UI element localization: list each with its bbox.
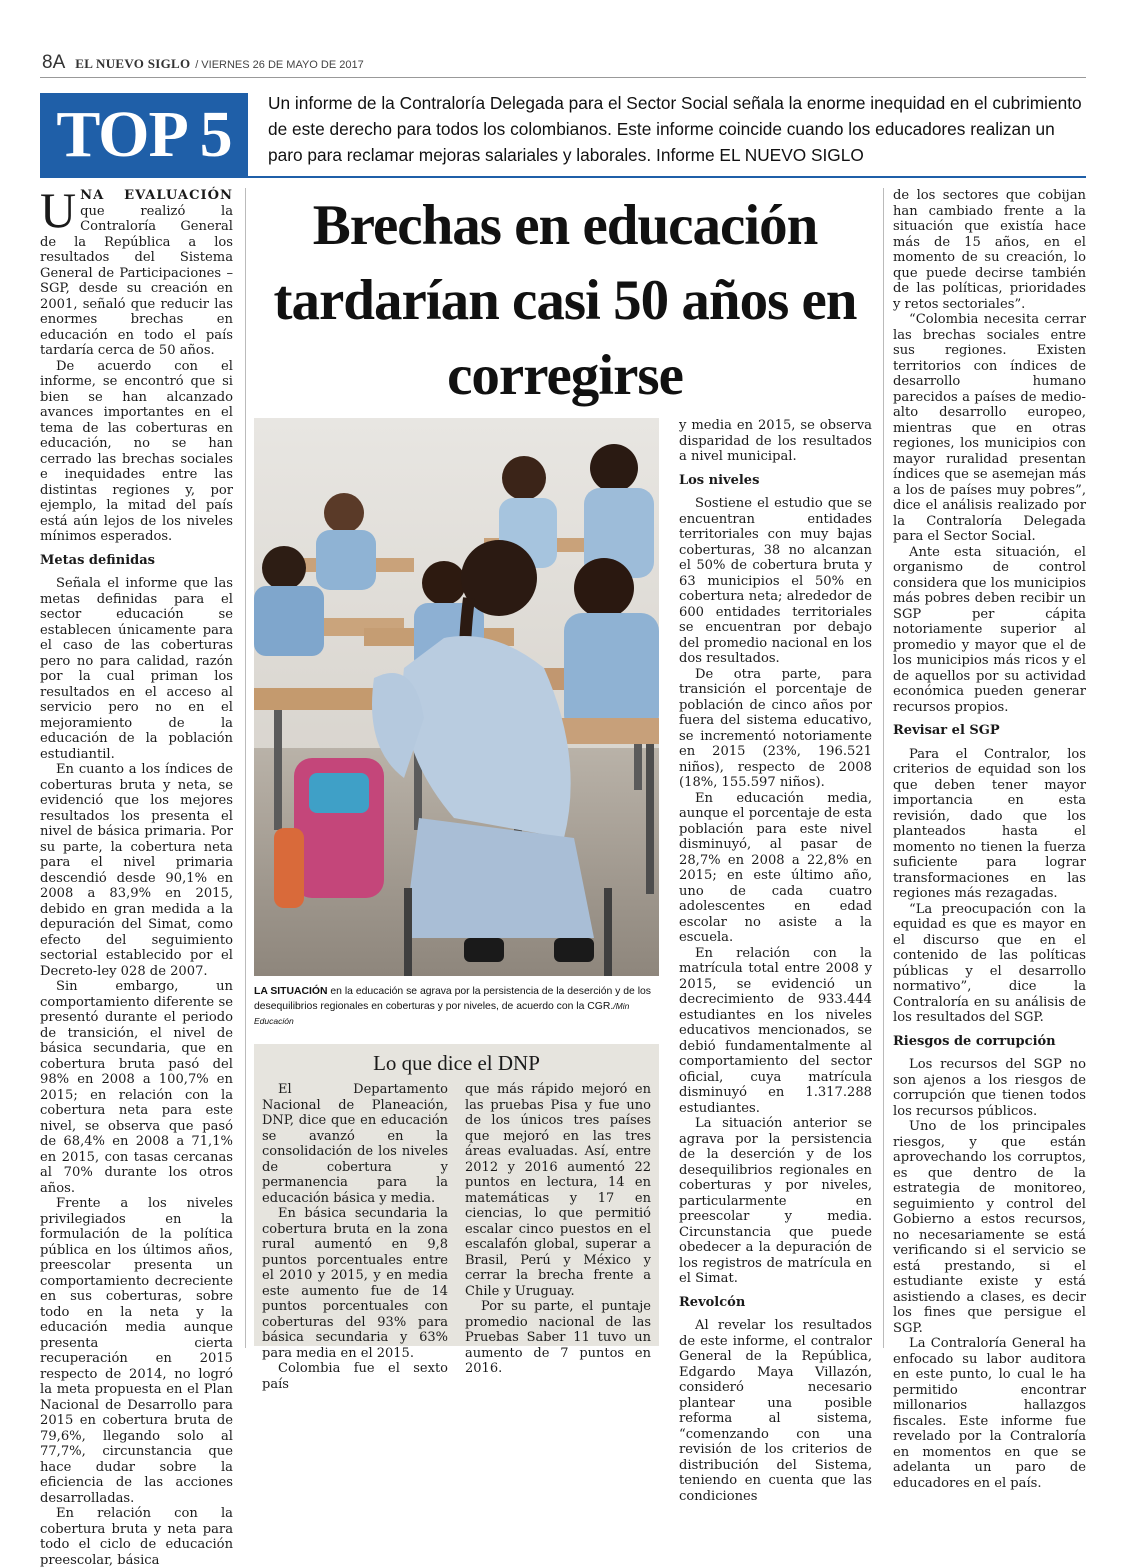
photo-caption: LA SITUACIÓN en la educación se agrava por la persistencia de la deserción y de los desequilibrios regionales en coberturas y por niveles, de acuerdo con la CGR./Min Educación — [254, 986, 651, 1026]
paragraph: En educación media, aunque el porcentaje de esta población para este nivel disminuyó, al pasar de 28,7% en 2008 a 22,8% en 2015; en este último año, uno de cada cuatro adolescentes en edad escolar no asiste a la escuela. — [679, 790, 872, 945]
paragraph: En relación con la cobertura bruta y neta para todo el ciclo de educación preescolar, básica — [40, 1506, 233, 1568]
issue-date: / VIERNES 26 DE MAYO DE 2017 — [195, 59, 364, 71]
paragraph: De acuerdo con el informe, se encontró que si bien se han alcanzado avances importantes en el tema de las coberturas en educación, no se han cerrado las brechas sociales e inequidades entre las distintas regiones y, por ejemplo, la mitad del país está aún lejos de los niveles mínimos esperados. — [40, 358, 233, 544]
column-rule — [245, 188, 246, 1348]
paragraph: En básica secundaria la cobertura bruta en la zona rural aumentó en 9,8 puntos porcentuales entre el 2010 y 2015, y en media este aumento fue de 14 puntos porcentuales con coberturas del 93% para básica secundaria y 63% para media en el 2015. — [262, 1206, 448, 1361]
paragraph: “Colombia necesita cerrar las brechas sociales entre sus regiones. Existen territorios con índices de desarrollo humano parecidos a países de medio-alto desarrollo europeo, mientras que en otras regiones, los municipios con mayor ruralidad presentan índices que se asemejan más a los de países muy pobres”, dice el análisis realizado por la Contraloría Delegada para el Sector Social. — [893, 312, 1086, 544]
paragraph: de los sectores que cobijan han cambiado frente a la situación que existía hace más de 15 años, en el momento de su creación, lo que puede decirse también de las políticas, prioridades y retos sectoriales”. — [893, 188, 1086, 312]
article-column-1 — [40, 182, 233, 1568]
subhead: Revolcón — [679, 1294, 746, 1310]
paragraph: que más rápido mejoró en las pruebas Pisa y fue uno de los únicos tres países que mejoró en las tres áreas evaluadas. Así, entre 2012 y 2016 aumentó 22 puntos en lectura, 14 en matemáticas y 17 en ciencias, lo que permitió escalar cinco puestos en el escalafón global, superar a Brasil, Perú y México y cerrar la brecha frente a Chile y Uruguay. — [465, 1082, 651, 1299]
article-column-3 — [679, 418, 872, 1504]
paragraph: Colombia fue el sexto país — [262, 1361, 448, 1392]
paragraph: La situación anterior se agrava por la persistencia de la deserción y de los desequilibrios regionales en coberturas y por niveles, particularmente en preescolar y media. Circunstancia que puede obedecer a la depuración de los registros de matrícula en el Simat. — [679, 1116, 872, 1286]
classroom-photo — [254, 418, 659, 976]
newspaper-name: EL NUEVO SIGLO — [75, 56, 191, 71]
paragraph: “La preocupación con la equidad es que es mayor en el discurso que en el contenido de las políticas públicas y el desarrollo normativo”, dice la Contraloría en su análisis de los resultados del SGP. — [893, 901, 1086, 1025]
headline: Brechas en educación tardarían casi 50 años en corregirse — [273, 194, 857, 407]
column-rule — [883, 188, 884, 1348]
box-title: Lo que dice el DNP — [373, 1051, 540, 1075]
paragraph: El Departamento Nacional de Planeación, DNP, dice que en educación se avanzó en la consolidación de los niveles de cobertura y permanencia para la educación básica y media. — [262, 1082, 448, 1206]
paragraph: Los recursos del SGP no son ajenos a los riesgos de corrupción que tienen todos los recursos públicos. — [893, 1057, 1086, 1119]
paragraph: En relación con la matrícula total entre 2008 y 2015, se evidenció un decrecimiento de 933.444 estudiantes en los niveles educativos mencionados, se debió fundamentalmente al comportamiento del sector oficial, cuya matrícula disminuyó en 1.317.288 estudiantes. — [679, 945, 872, 1116]
subhead: Los niveles — [679, 472, 760, 488]
paragraph: y media en 2015, se observa disparidad de los resultados a nivel municipal. — [679, 418, 872, 464]
paragraph: De otra parte, para transición el porcentaje de población de cinco años por fuera del sistema educativo, se incrementó notoriamente en 2015 (23%, 196.521 niños), respecto de 2008 (18%, 155.597 niños). — [679, 666, 872, 790]
subhead: Revisar el SGP — [893, 723, 1000, 738]
deck-text: Un informe de la Contraloría Delegada para el Sector Social señala la enorme inequidad en el cubrimiento de este derecho para todos los colombianos. Este informe coincide cuando los educadores realizan un paro para reclamar mejoras salariales y laborales. Informe EL NUEVO SIGLO — [268, 93, 1082, 165]
sidebar-box — [254, 1044, 659, 1392]
paragraph: Por su parte, el puntaje promedio nacional de las Pruebas Saber 11 tuvo un aumento de 7 puntos en 2016. — [465, 1299, 651, 1376]
lead-words: NA EVALUACIÓN — [80, 188, 233, 203]
paragraph: Sostiene el estudio que se encuentran entidades territoriales con muy bajas coberturas, 38 no alcanzan el 50% de cobertura bruta y 63 municipios el 50% en cobertura neta; alrededor de 600 entidades territoriales se encuentran por debajo del promedio nacional en los dos resultados. — [679, 496, 872, 666]
paragraph: En cuanto a los índices de coberturas bruta y neta, se evidenció que los mejores resultados los presenta el nivel de básica primaria. Por su parte, la cobertura neta para el nivel primaria descendió desde 90,1% en 2008 a 83,9% en 2015, debido en gran medida a la depuración del Simat, como efecto del seguimiento sectorial establecido por el Decreto-ley 028 de 2007. — [40, 762, 233, 979]
subhead: Riesgos de corrupción — [893, 1033, 1056, 1049]
paragraph: Sin embargo, un comportamiento diferente se presentó durante el periodo de transición, el nivel de básica secundaria, que en cobertura bruta pasó del 98% en 2008 a 100,7% en 2015; en relación con la cobertura neta para este nivel, se observa que pasó de 68,4% en 2008 a 71,1% en 2015, con tasas cercanas al 70% durante los otros años. — [40, 979, 233, 1196]
folio — [42, 52, 364, 74]
paragraph: La Contraloría General ha enfocado su labor auditora en este punto, lo cual le ha permitido encontrar millonarios hallazgos fiscales. Este informe fue revelado por la Contraloría en momentos en que se adelanta un paro de educadores en el país. — [893, 1336, 1086, 1491]
article-column-4 — [893, 188, 1086, 1491]
drop-cap: U — [40, 182, 77, 238]
paragraph: Para el Contralor, los criterios de equidad son los que deben tener mayor importancia en esta revisión, dado que los planteados hasta el momento no tienen la fuerza suficiente para lograr transformaciones en las regiones más rezagadas. — [893, 746, 1086, 901]
section-tag: TOP 5 — [40, 93, 248, 177]
caption-lead: LA SITUACIÓN — [254, 986, 328, 997]
paragraph: Uno de los principales riesgos, y que están aprovechando los corruptos, es que dentro de la estrategia de monitoreo, seguimiento y control del Gobierno a estos recursos, no necesariamente se está verificando si el servicio se está prestando, si el estudiante existe y está asistiendo a clases, es decir los fines que persigue el SGP. — [893, 1119, 1086, 1336]
photo-credit: /Min Educación — [254, 1001, 630, 1026]
section-rule — [40, 176, 1086, 178]
lead-paragraph: UNA EVALUACIÓN que realizó la Contraloría General de la República a los resultados del Sistema General de Participaciones –SGP, desde su creación en 2001, señaló que reducir las enormes brechas en educación en todo el país tardaría cerca de 50 años. — [40, 182, 233, 358]
page-number: 8A — [42, 52, 66, 73]
paragraph: Frente a los niveles privilegiados en la formulación de la política pública en los últimos años, preescolar presenta un comportamiento decreciente en sus coberturas, sobre todo en la neta y la educación media aunque presenta cierta recuperación en 2015 respecto de 2014, no logró la meta propuesta en el Plan Nacional de Desarrollo para 2015 en cobertura bruta de 79,6%, llegando solo al 77,7%, circunstancia que hace dudar sobre la eficiencia de las acciones desarrolladas. — [40, 1196, 233, 1506]
paragraph: Al revelar los resultados de este informe, el contralor General de la República, Edgardo Maya Villazón, consideró necesario plantear una posible reforma al sistema, “comenzando con una revisión de los criterios de distribución del Sistema, teniendo en cuenta que las condiciones — [679, 1318, 872, 1504]
top-rule — [40, 77, 1086, 78]
box-column-2 — [465, 1082, 651, 1377]
paragraph: Ante esta situación, el organismo de control considera que los municipios más pobres deben recibir un SGP per cápita notoriamente superior al promedio y mayor que el de los municipios más ricos y el de aquellos por su actividad económica pueden generar recursos propios. — [893, 544, 1086, 715]
paragraph: Señala el informe que las metas definidas para el sector educación se establecen únicamente para el caso de las coberturas pero no para calidad, razón por la cual priman los resultados en el acceso al servicio pero no en el mejoramiento de la educación de la población estudiantil. — [40, 576, 233, 762]
box-column-1 — [262, 1082, 448, 1392]
subhead: Metas definidas — [40, 552, 155, 568]
